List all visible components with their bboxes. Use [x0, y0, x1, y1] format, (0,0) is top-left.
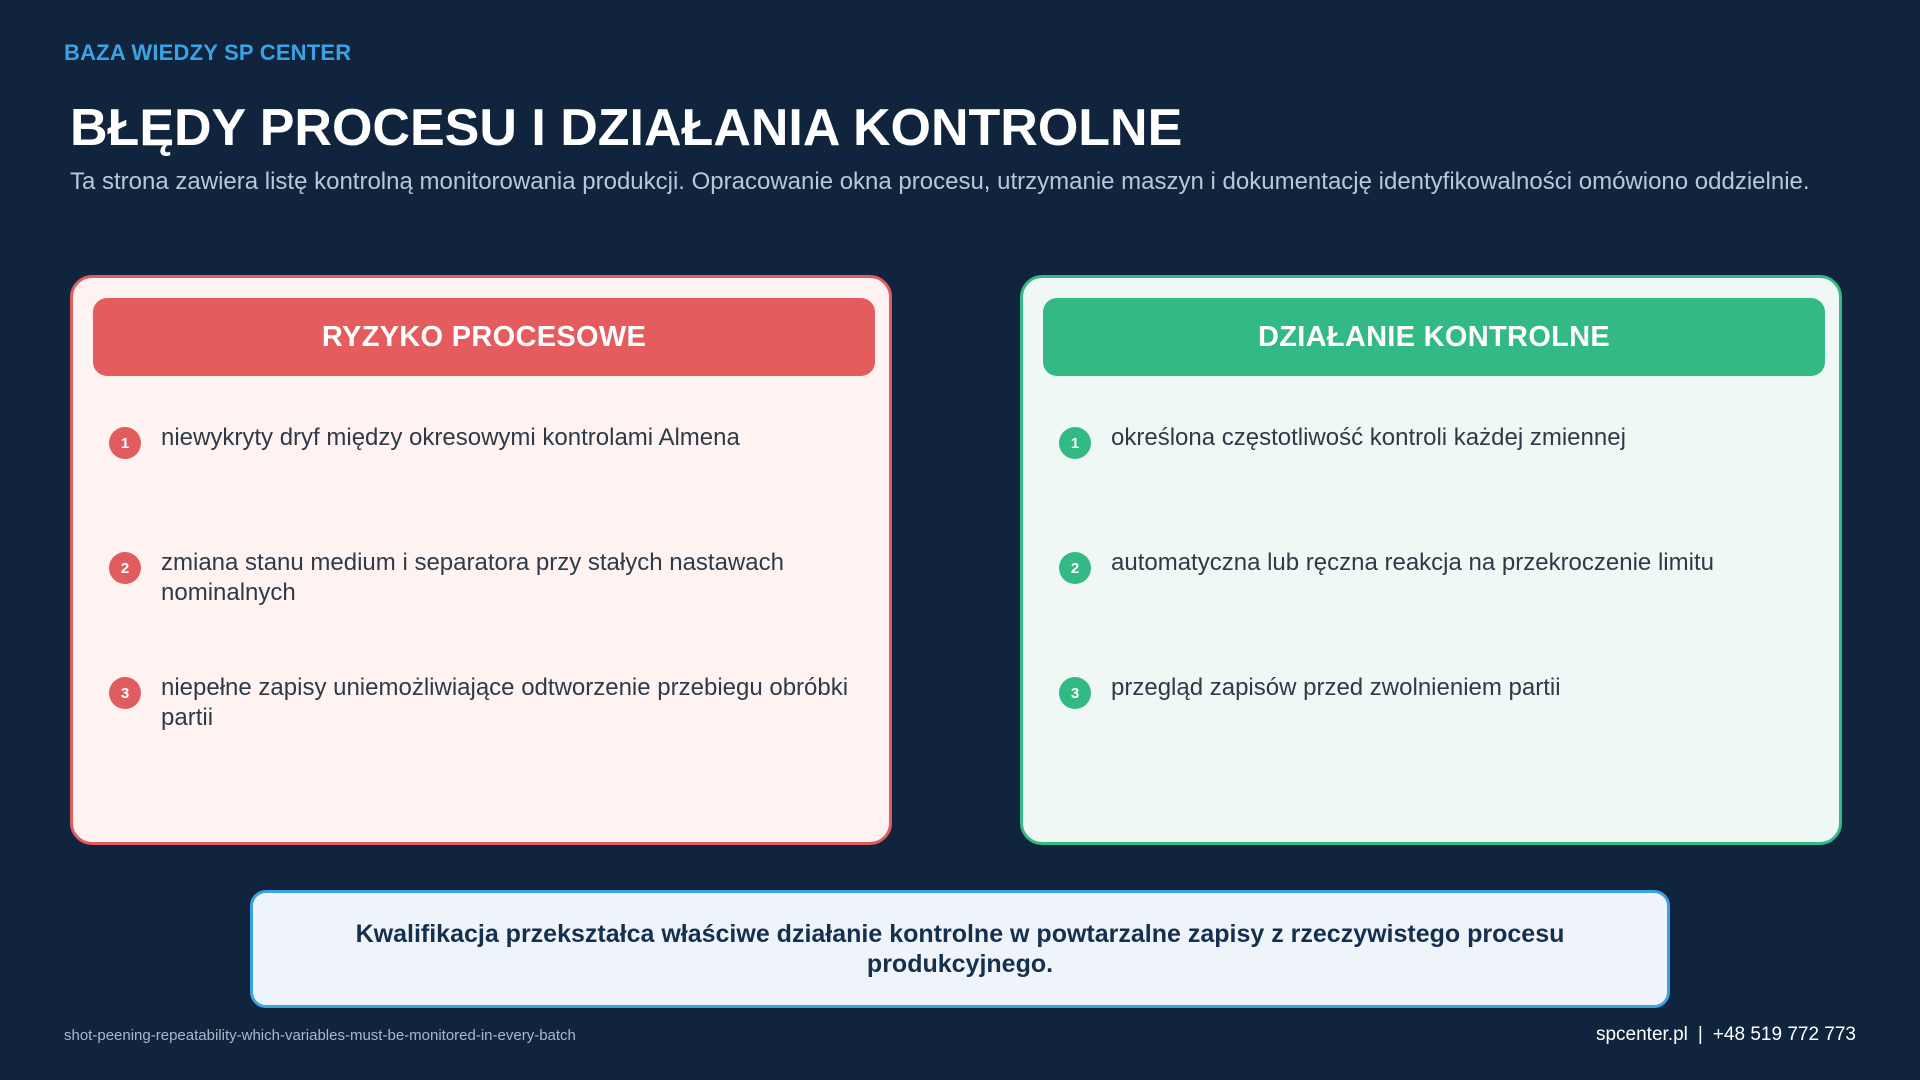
- control-item-number: 2: [1059, 552, 1091, 584]
- summary-note: [250, 890, 1670, 1008]
- page-subtitle: Ta strona zawiera listę kontrolną monitorowania produkcji. Opracowanie okna procesu, utrzymanie maszyn i dokumentację identyfikowalności omówiono oddzielnie.: [70, 168, 1810, 195]
- control-item-text: określona częstotliwość kontroli każdej zmiennej: [1111, 424, 1626, 451]
- brand-label: BAZA WIEDZY SP CENTER: [64, 40, 352, 65]
- footer-separator: |: [1697, 1024, 1703, 1045]
- summary-note-text: Kwalifikacja przekształca właściwe działanie kontrolne w powtarzalne zapisy z rzeczywistego procesu produkcyjnego.: [355, 920, 1565, 978]
- risk-item-number: 3: [109, 677, 141, 709]
- risk-item-text: niewykryty dryf między okresowymi kontrolami Almena: [161, 424, 740, 451]
- control-item-text: przegląd zapisów przed zwolnieniem partii: [1111, 674, 1561, 701]
- control-panel: [1020, 275, 1842, 845]
- risk-panel-header: RYZYKO PROCESOWE: [93, 298, 875, 376]
- footer-phone[interactable]: +48 519 772 773: [1712, 1024, 1856, 1045]
- control-item-text: automatyczna lub ręczna reakcja na przekroczenie limitu: [1111, 549, 1714, 576]
- control-item-number: 3: [1059, 677, 1091, 709]
- footer-contact: [1596, 1024, 1856, 1046]
- footer-slug: shot-peening-repeatability-which-variables-must-be-monitored-in-every-batch: [64, 1027, 576, 1044]
- control-panel-header: DZIAŁANIE KONTROLNE: [1043, 298, 1825, 376]
- risk-item-text: niepełne zapisy uniemożliwiające odtworzenie przebiegu obróbki partii: [161, 674, 849, 731]
- risk-item-text: zmiana stanu medium i separatora przy stałych nastawach nominalnych: [161, 549, 784, 606]
- risk-item-number: 1: [109, 427, 141, 459]
- risk-panel: [70, 275, 892, 845]
- page-title: BŁĘDY PROCESU I DZIAŁANIA KONTROLNE: [70, 99, 1183, 157]
- risk-item-number: 2: [109, 552, 141, 584]
- control-item-number: 1: [1059, 427, 1091, 459]
- footer-site-link[interactable]: spcenter.pl: [1595, 1024, 1688, 1045]
